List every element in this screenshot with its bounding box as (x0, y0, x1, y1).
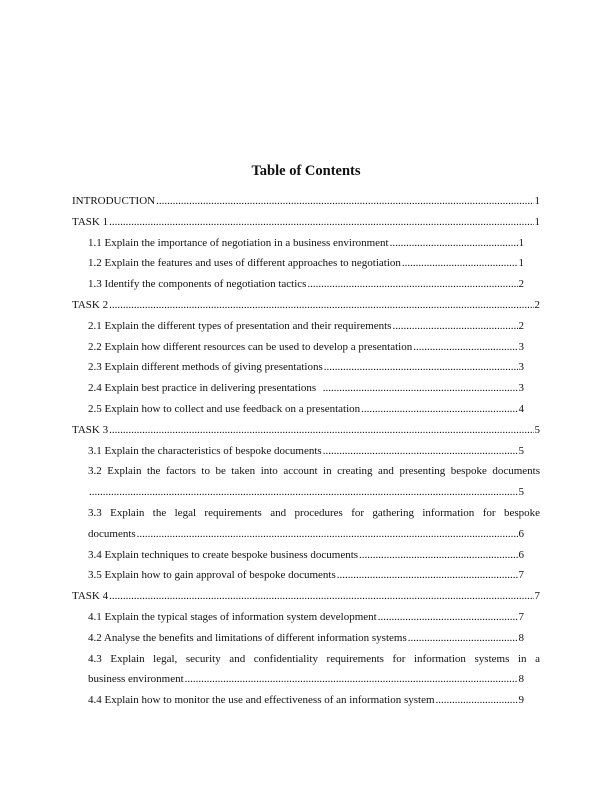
toc-entry-text: 4.2 Analyse the benefits and limitations of different information systems (88, 631, 407, 644)
toc-entry-3-2[interactable] (72, 461, 540, 503)
toc-entry-introduction[interactable] (72, 191, 540, 212)
dot-leader (109, 586, 533, 607)
toc-entry-1-3[interactable] (88, 274, 524, 295)
toc-entry-text: 2.3 Explain different methods of giving presentations (88, 361, 323, 374)
toc-entry-2-4[interactable] (88, 378, 524, 399)
toc-entry-text: 2.4 Explain best practice in delivering presentations (88, 382, 322, 395)
dot-leader (323, 378, 518, 399)
toc-page-number: 1 (518, 236, 524, 249)
toc-entry-continuation (88, 524, 524, 545)
toc-page-number: 1 (534, 195, 540, 207)
toc-entry-text: 2.5 Explain how to collect and use feedback on a presentation (88, 402, 361, 415)
toc-entry-text: 3.3 Explain the legal requirements and procedures for gathering information for bespoke (88, 506, 540, 519)
toc-page-number: 2 (518, 278, 524, 291)
toc-entry-4-2[interactable] (88, 628, 524, 649)
toc-page-number: 2 (534, 298, 540, 311)
page-title: Table of Contents (251, 163, 361, 179)
dot-leader (156, 191, 533, 212)
toc-entry-1-1[interactable] (88, 233, 524, 254)
toc-page-number: 1 (518, 257, 524, 270)
toc-entry-text: TASK 2 (72, 298, 109, 311)
dot-leader (436, 690, 518, 711)
toc-page-number: 3 (518, 361, 524, 374)
toc-entry-text: TASK 3 (72, 423, 109, 436)
dot-leader (361, 399, 517, 420)
toc-entry-task-4[interactable] (72, 586, 540, 607)
toc-entry-text: 3.1 Explain the characteristics of bespoke documents (88, 444, 322, 457)
toc-entry-2-3[interactable] (88, 357, 524, 378)
dot-leader (337, 565, 518, 586)
dot-leader (109, 212, 533, 233)
toc-entry-4-3[interactable] (72, 649, 540, 691)
dot-leader (307, 274, 517, 295)
toc-entry-task-1[interactable] (72, 212, 540, 233)
dot-leader (408, 628, 518, 649)
toc-entry-continuation (88, 482, 524, 503)
toc-entry-text: 3.4 Explain techniques to create bespoke business documents (88, 548, 359, 561)
toc-entry-2-5[interactable] (88, 399, 524, 420)
toc-entry-text: TASK 4 (72, 590, 109, 603)
toc-page-number: 5 (518, 444, 524, 457)
toc-page-number: 1 (534, 215, 540, 228)
toc-entry-text: 4.4 Explain how to monitor the use and effectiveness of an information system (88, 694, 435, 707)
toc-page-number: 7 (518, 610, 524, 623)
dot-leader (359, 545, 517, 566)
toc-page-number: 8 (518, 673, 524, 686)
toc-entry-4-1[interactable] (88, 607, 524, 628)
toc-page-number: 6 (518, 548, 524, 561)
toc-entry-3-5[interactable] (88, 565, 524, 586)
toc-page-number: 5 (518, 486, 524, 499)
dot-leader (392, 316, 517, 337)
toc-entry-4-4[interactable] (88, 690, 524, 711)
toc-entry-text: 4.3 Explain legal, security and confidentiality requirements for information systems in a (88, 652, 540, 665)
toc-page-number: 3 (518, 340, 524, 353)
toc-entry-1-2[interactable] (88, 253, 524, 274)
dot-leader (109, 420, 533, 441)
toc-entry-2-1[interactable] (88, 316, 524, 337)
dot-leader (323, 441, 518, 462)
toc-entry-text: 3.2 Explain the factors to be taken into account in creating and presenting bespoke documents (88, 465, 540, 478)
toc-page-number: 6 (518, 527, 524, 540)
dot-leader (402, 253, 518, 274)
toc-page-number: 9 (518, 694, 524, 707)
dot-leader (109, 295, 533, 316)
toc-page-number: 8 (518, 631, 524, 644)
toc-entry-continuation (88, 669, 524, 690)
toc-page-number: 7 (534, 590, 540, 603)
toc-page-number: 2 (518, 319, 524, 332)
toc-page-number: 3 (518, 382, 524, 395)
toc-entry-text: 2.2 Explain how different resources can be used to develop a presentation (88, 340, 413, 353)
dot-leader (137, 524, 518, 545)
dot-leader (324, 357, 518, 378)
table-of-contents (72, 191, 540, 711)
toc-entry-text: 3.5 Explain how to gain approval of bespoke documents (88, 569, 336, 582)
toc-entry-3-4[interactable] (88, 545, 524, 566)
dot-leader (413, 337, 517, 358)
toc-entry-3-3[interactable] (72, 503, 540, 545)
toc-entry-text: documents (88, 527, 136, 540)
dot-leader (390, 233, 518, 254)
dot-leader (378, 607, 518, 628)
toc-entry-text: 1.3 Identify the components of negotiation tactics (88, 278, 307, 291)
toc-entry-task-3[interactable] (72, 420, 540, 441)
toc-entry-text: INTRODUCTION (72, 195, 156, 207)
toc-entry-3-1[interactable] (88, 441, 524, 462)
toc-page-number: 4 (518, 402, 524, 415)
toc-entry-text: 4.1 Explain the typical stages of information system development (88, 610, 377, 623)
toc-entry-text: 1.1 Explain the importance of negotiation in a business environment (88, 236, 389, 249)
toc-page-number: 5 (534, 423, 540, 436)
toc-entry-text: business environment (88, 673, 184, 686)
dot-leader (89, 482, 518, 503)
toc-entry-text: 2.1 Explain the different types of presentation and their requirements (88, 319, 392, 332)
toc-entry-2-2[interactable] (88, 337, 524, 358)
toc-entry-text: TASK 1 (72, 215, 109, 228)
dot-leader (185, 669, 518, 690)
toc-entry-text: 1.2 Explain the features and uses of different approaches to negotiation (88, 257, 401, 270)
toc-entry-task-2[interactable] (72, 295, 540, 316)
toc-page-number: 7 (518, 569, 524, 582)
